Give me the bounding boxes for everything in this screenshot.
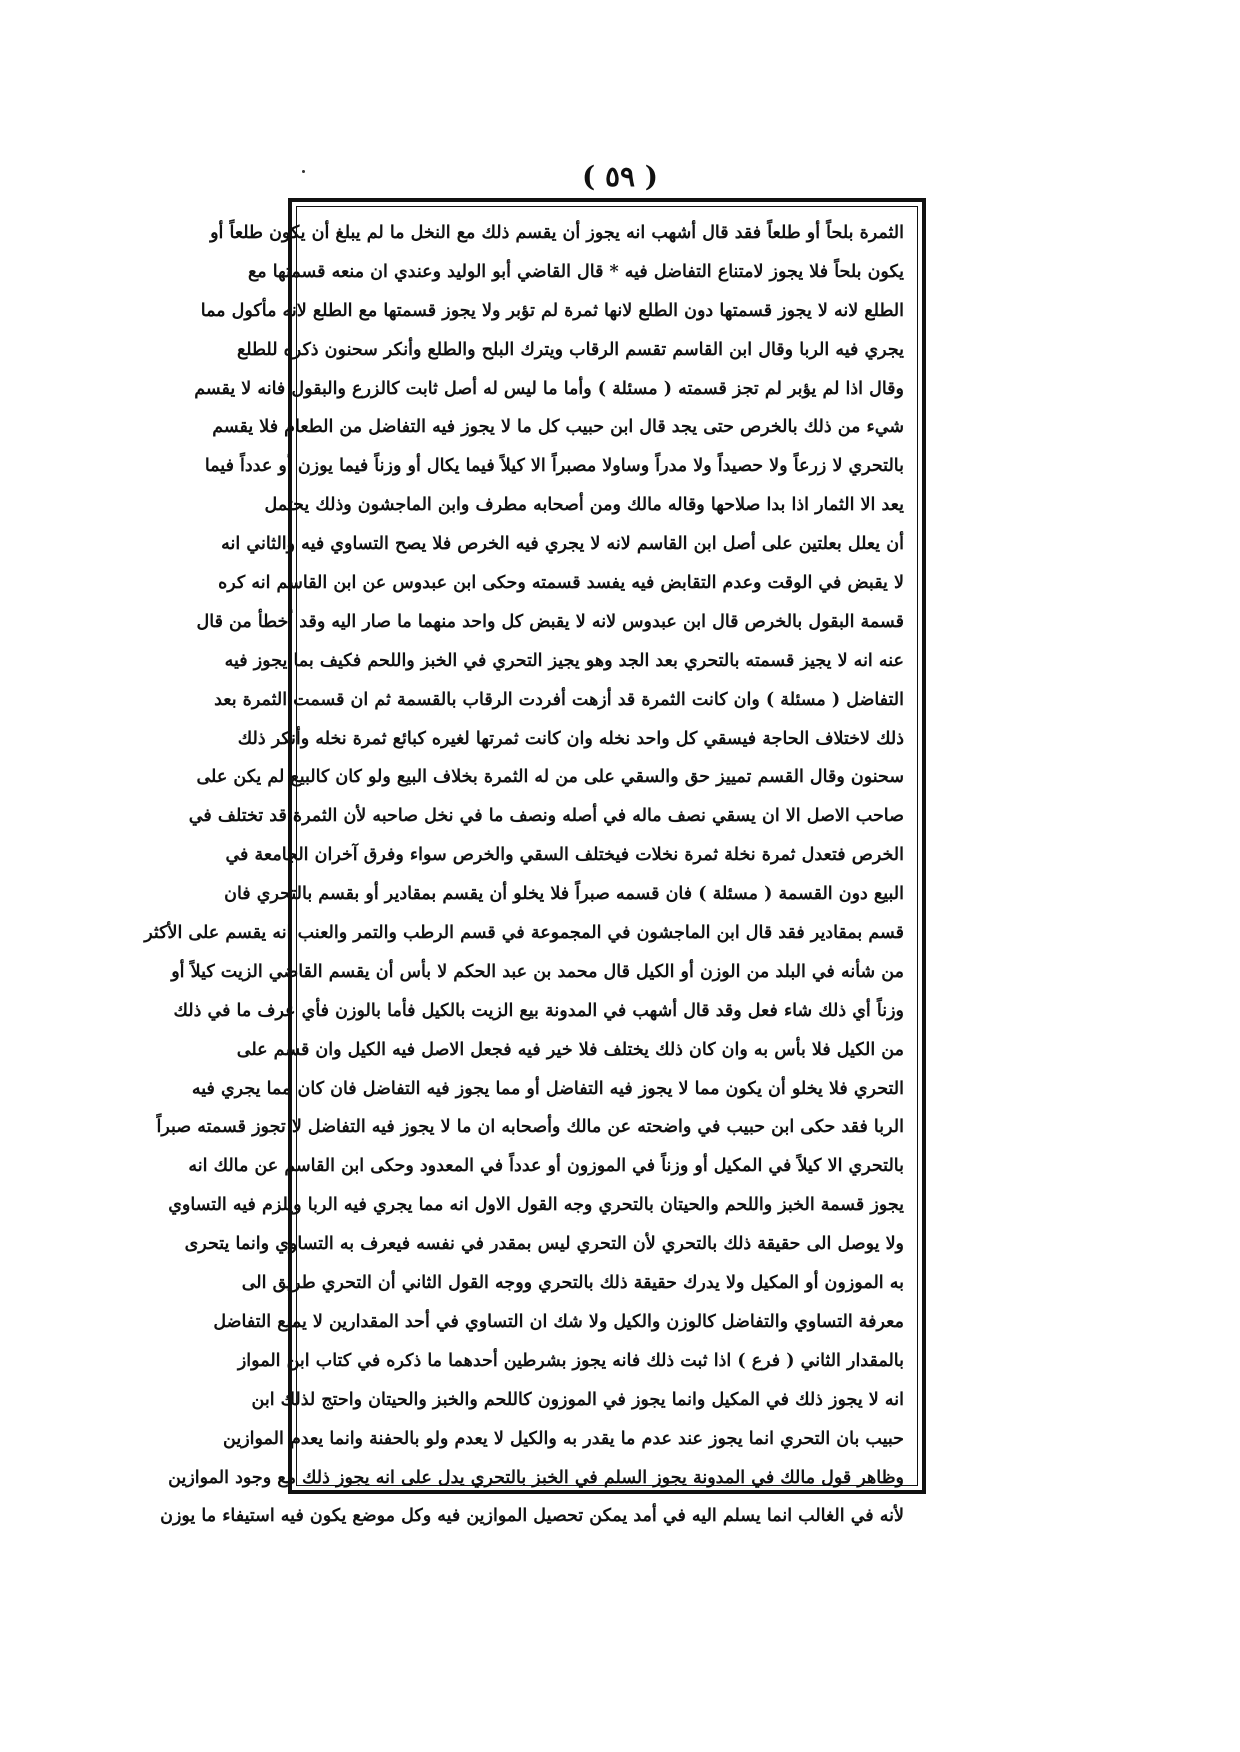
text-line: قسمة البقول بالخرص قال ابن عبدوس لانه لا يقبض كل واحد منهما ما صار اليه وقد أخطأ من قال — [196, 611, 904, 632]
text-line: بالتحري الا كيلاً في المكيل أو وزناً في الموزون أو عدداً في المعدود وحكى ابن القاسم عن مالك انه — [188, 1156, 904, 1177]
text-line: لأنه في الغالب انما يسلم اليه في أمد يمكن تحصيل الموازين فيه وكل موضع يكون فيه استيفاء ما يوزن — [160, 1506, 904, 1527]
text-line: الطلع لانه لا يجوز قسمتها دون الطلع لانها ثمرة لم تؤبر ولا يجوز قسمتها مع الطلع لانه مأكول مما — [200, 300, 904, 321]
text-line: شيء من ذلك بالخرص حتى يجد قال ابن حبيب كل ما لا يجوز فيه التفاضل من الطعام فلا يقسم — [212, 417, 904, 438]
text-line: الربا فقد حكى ابن حبيب في واضحته عن مالك وأصحابه ان ما لا يجوز فيه التفاضل لا تجوز قسمته صبراً — [156, 1117, 904, 1138]
text-line: انه لا يجوز ذلك في المكيل وانما يجوز في الموزون كاللحم والخبز والحيتان واحتج لذلك ابن — [251, 1389, 904, 1410]
text-line: معرفة التساوي والتفاضل كالوزن والكيل ولا شك ان التساوي في أحد المقدارين لا يمنع التفاضل — [213, 1311, 904, 1332]
text-body — [144, 214, 904, 1536]
text-line: التحري فلا يخلو أن يكون مما لا يجوز فيه التفاضل أو مما يجوز فيه التفاضل فان كان مما يجري فيه — [191, 1078, 904, 1099]
text-frame — [144, 198, 926, 1527]
text-line: سحنون وقال القسم تمييز حق والسقي على من له الثمرة بخلاف البيع ولو كان كالبيع لم يكن على — [196, 767, 904, 788]
text-line: من الكيل فلا بأس به وان كان ذلك يختلف فلا خير فيه فجعل الاصل فيه الكيل وان قسم على — [236, 1039, 904, 1060]
text-line: حبيب بان التحري انما يجوز عند عدم ما يقدر به والكيل لا يعدم ولو بالحفنة وانما يعدم الموازين — [223, 1428, 904, 1449]
text-line: الثمرة بلحاً أو طلعاً فقد قال أشهب انه يجوز أن يقسم ذلك مع النخل ما لم يبلغ أن يكون طلعاً أو — [210, 223, 904, 243]
text-line: به الموزون أو المكيل ولا يدرك حقيقة ذلك بالتحري ووجه القول الثاني أن التحري طريق الى — [241, 1273, 904, 1294]
text-line: التفاضل ( مسئلة ) وان كانت الثمرة قد أزهت أفردت الرقاب بالقسمة ثم ان قسمت الثمرة بعد — [214, 689, 904, 710]
text-line: ولا يوصل الى حقيقة ذلك بالتحري لأن التحري ليس بمقدر في نفسه فيعرف به التساوي وانما يتحرى — [184, 1234, 904, 1255]
text-line: يعد الا الثمار اذا بدا صلاحها وقاله مالك ومن أصحابه مطرف وابن الماجشون وذلك يحتمل — [264, 495, 904, 516]
text-line: يجري فيه الربا وقال ابن القاسم تقسم الرقاب ويترك البلح والطلع وأنكر سحنون ذكره للطلع — [236, 339, 904, 360]
text-line: صاحب الاصل الا ان يسقي نصف ماله في أصله ونصف ما في نخل صاحبه لأن الثمرة قد تختلف في — [188, 806, 904, 827]
text-line: وزناً أي ذلك شاء فعل وقد قال أشهب في المدونة بيع الزيت بالكيل فأما بالوزن فأي عرف ما في ذلك — [173, 1000, 904, 1021]
text-line: عنه انه لا يجيز قسمته بالتحري بعد الجد وهو يجيز التحري في الخبز واللحم فكيف بما يجوز فيه — [224, 650, 904, 671]
text-line: لا يقبض في الوقت وعدم التقابض فيه يفسد قسمته وحكى ابن عبدوس عن ابن القاسم انه كره — [218, 573, 904, 594]
text-line: يكون بلحاً فلا يجوز لامتناع التفاضل فيه * قال القاضي أبو الوليد وعندي ان منعه قسمتها مع — [247, 261, 904, 282]
text-line: وقال اذا لم يؤبر لم تجز قسمته ( مسئلة ) وأما ما ليس له أصل ثابت كالزرع والبقول فانه لا يقسم — [194, 378, 904, 399]
text-line: قسم بمقادير فقد قال ابن الماجشون في المجموعة في قسم الرطب والتمر والعنب انه يقسم على الأكثر — [144, 923, 904, 944]
text-line: بالتحري لا زرعاً ولا حصيداً ولا مدراً وساولا مصبراً الا كيلاً فيما يكال أو وزناً فيما يوزن أو عدداً فيما — [204, 456, 904, 477]
text-line: من شأنه في البلد من الوزن أو الكيل قال محمد بن عبد الحكم لا بأس أن يقسم القاضي الزيت كيلاً أو — [171, 961, 904, 982]
text-line: أن يعلل بعلتين على أصل ابن القاسم لانه لا يجري فيه الخرص فلا يصح التساوي فيه والثاني انه — [221, 534, 904, 555]
text-line: يجوز قسمة الخبز واللحم والحيتان بالتحري وجه القول الاول انه مما يجري فيه الربا ويلزم فيه التساوي — [168, 1195, 904, 1216]
text-line: البيع دون القسمة ( مسئلة ) فان قسمه صبراً فلا يخلو أن يقسم بمقادير أو بقسم بالتحري فان — [224, 884, 904, 905]
text-line: بالمقدار الثاني ( فرع ) اذا ثبت ذلك فانه يجوز بشرطين أحدهما ما ذكره في كتاب ابن المواز — [237, 1350, 904, 1371]
text-line: الخرص فتعدل ثمرة نخلة ثمرة نخلات فيختلف السقي والخرص سواء وفرق آخران الجامعة في — [225, 845, 904, 866]
page-number: ( ٥٩ ) — [581, 160, 659, 193]
text-line: ذلك لاختلاف الحاجة فيسقي كل واحد نخله وان كانت ثمرتها لغيره كبائع ثمرة نخله وأنكر ذلك — [237, 728, 904, 749]
text-line: وظاهر قول مالك في المدونة يجوز السلم في الخبز بالتحري يدل على انه يجوز ذلك مع وجود الموازين — [168, 1467, 904, 1488]
